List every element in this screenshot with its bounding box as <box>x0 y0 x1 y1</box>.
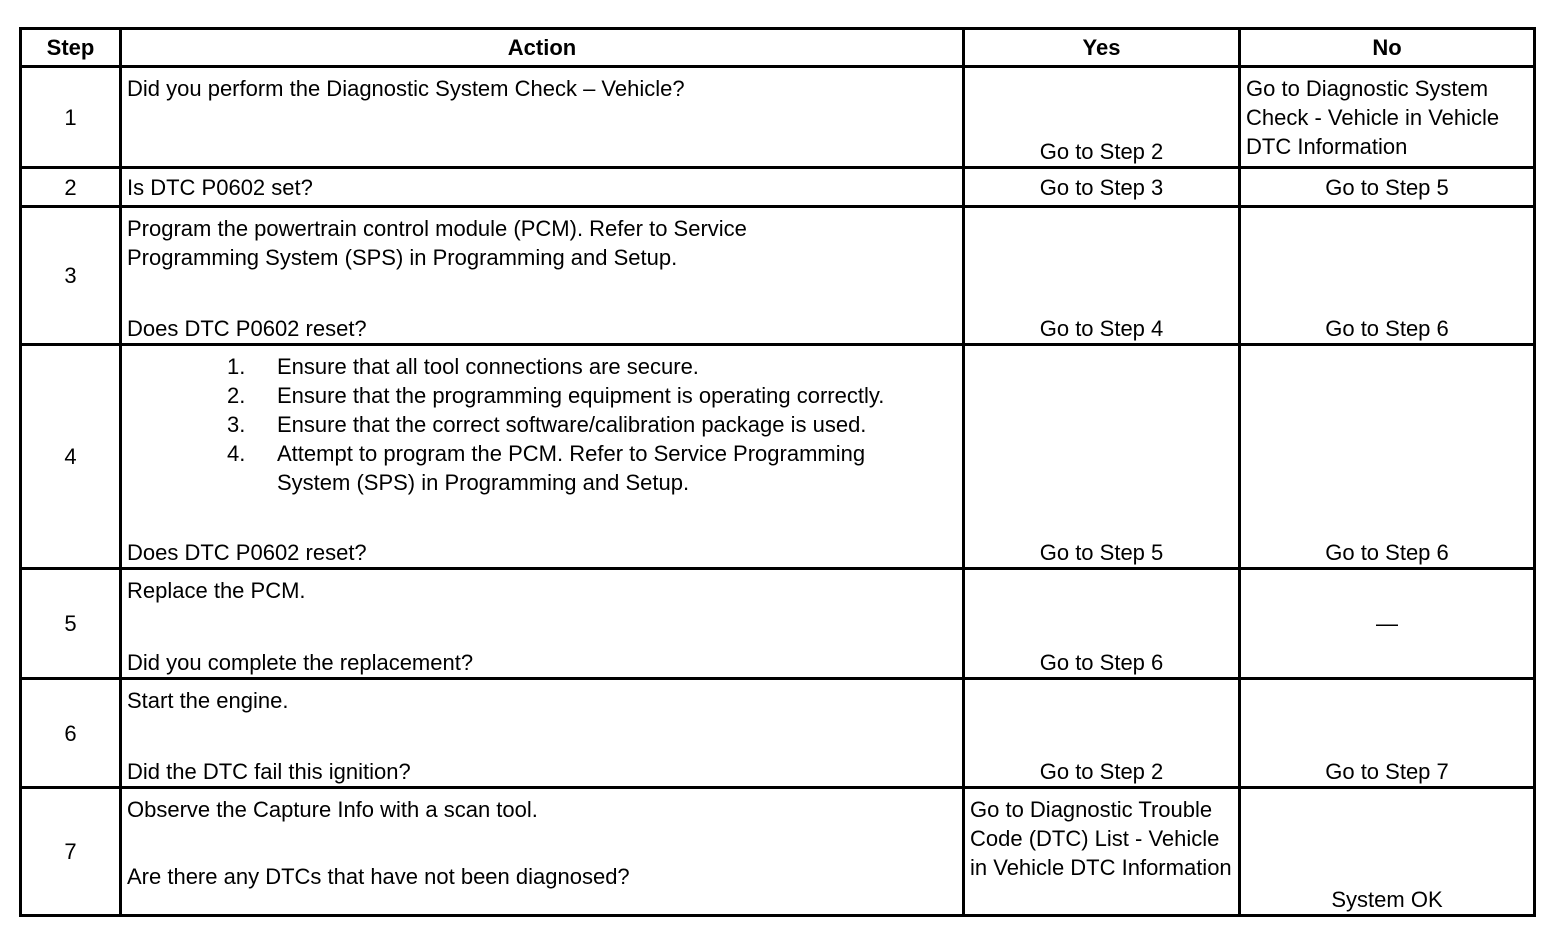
list-item: 3. Ensure that the correct software/calibration package is used. <box>227 412 867 437</box>
table-row-step-1 <box>21 67 1535 168</box>
step-number: 5 <box>21 569 121 679</box>
no-cell: Go to Step 7 <box>1240 679 1535 788</box>
no-cell: — <box>1240 569 1535 679</box>
action-text: Program the powertrain control module (PCM). Refer to Service Programming System (SPS) in Programming and Setup. <box>127 216 747 270</box>
header-row <box>21 29 1535 67</box>
yes-cell: Go to Step 4 <box>964 207 1240 345</box>
step-number: 1 <box>21 67 121 168</box>
table-row-step-4 <box>21 345 1535 569</box>
action-cell <box>121 679 964 788</box>
action-text: Replace the PCM. <box>127 578 306 603</box>
action-cell <box>121 345 964 569</box>
action-cell <box>121 569 964 679</box>
yes-cell: Go to Step 6 <box>964 569 1240 679</box>
header-action: Action <box>121 29 964 67</box>
no-cell: Go to Step 6 <box>1240 207 1535 345</box>
yes-cell: Go to Step 3 <box>964 168 1240 207</box>
no-cell: System OK <box>1240 788 1535 916</box>
no-cell: Go to Step 6 <box>1240 345 1535 569</box>
substep-list <box>127 346 957 497</box>
list-item: 1. Ensure that all tool connections are secure. <box>227 354 699 379</box>
step-number: 4 <box>21 345 121 569</box>
action-question: Did you complete the replacement? <box>127 650 474 675</box>
no-cell: Go to Step 5 <box>1240 168 1535 207</box>
action-text: Is DTC P0602 set? <box>127 174 313 200</box>
header-no: No <box>1240 29 1535 67</box>
yes-cell: Go to Step 2 <box>964 679 1240 788</box>
yes-cell: Go to Step 5 <box>964 345 1240 569</box>
header-step: Step <box>21 29 121 67</box>
action-question: Are there any DTCs that have not been diagnosed? <box>127 864 630 889</box>
table-row-step-6 <box>21 679 1535 788</box>
action-cell <box>121 168 964 207</box>
list-item: 2. Ensure that the programming equipment is operating correctly. <box>227 383 885 408</box>
table-row-step-7 <box>21 788 1535 916</box>
action-question: Does DTC P0602 reset? <box>127 540 367 565</box>
diagnostic-table <box>19 27 1536 917</box>
action-cell <box>121 788 964 916</box>
step-number: 3 <box>21 207 121 345</box>
action-question: Did the DTC fail this ignition? <box>127 759 411 784</box>
step-number: 2 <box>21 168 121 207</box>
no-cell: Go to Diagnostic System Check - Vehicle in Vehicle DTC Information <box>1240 67 1535 168</box>
header-yes: Yes <box>964 29 1240 67</box>
list-item: 4. Attempt to program the PCM. Refer to Service Programming System (SPS) in Programming and Setup. <box>227 441 866 495</box>
yes-cell: Go to Diagnostic Trouble Code (DTC) List - Vehicle in Vehicle DTC Information <box>964 788 1240 916</box>
table-row-step-5 <box>21 569 1535 679</box>
table-row-step-3 <box>21 207 1535 345</box>
yes-cell: Go to Step 2 <box>964 67 1240 168</box>
step-number: 7 <box>21 788 121 916</box>
action-cell <box>121 67 964 168</box>
action-text: Did you perform the Diagnostic System Check – Vehicle? <box>127 76 685 101</box>
action-cell <box>121 207 964 345</box>
action-text: Observe the Capture Info with a scan tool. <box>127 797 538 822</box>
action-text: Start the engine. <box>127 688 289 713</box>
action-question: Does DTC P0602 reset? <box>127 316 367 341</box>
table-row-step-2 <box>21 168 1535 207</box>
step-number: 6 <box>21 679 121 788</box>
